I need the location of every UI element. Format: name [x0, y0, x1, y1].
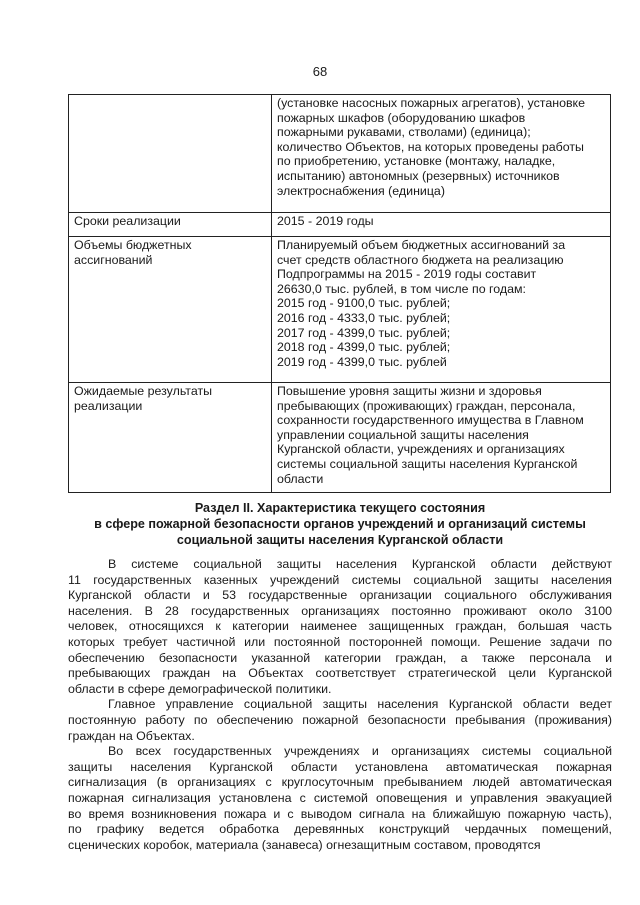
row-value-line: 2017 год - 4399,0 тыс. рублей;: [277, 325, 451, 340]
paragraph-line: пребывающих граждан на Объектах соответствует стратегической цели Курганской: [68, 666, 612, 681]
section-title: [60, 500, 620, 548]
paragraph-line: Главное управление социальной защиты населения Курганской области ведет: [108, 697, 612, 712]
paragraph-line: Во всех государственных учреждениях и организациях системы социальной: [108, 744, 612, 759]
row-value-cell: [272, 95, 611, 213]
row-value-line: 2016 год - 4333,0 тыс. рублей;: [277, 310, 451, 325]
row-value-line: количество Объектов, на которых проведены работы: [277, 139, 584, 154]
row-value-line: Повышение уровня защиты жизни и здоровья: [277, 384, 542, 398]
row-value-cell: [272, 383, 611, 493]
row-value-line: Планируемый объем бюджетных ассигнований за: [277, 238, 566, 252]
row-value-line: 2015 год - 9100,0 тыс. рублей;: [277, 296, 451, 311]
row-value-line: электроснабжения (единица): [277, 183, 445, 198]
section-body: [68, 557, 612, 853]
program-passport-table: [68, 94, 611, 493]
page-number: 68: [312, 64, 328, 79]
table-row: [69, 95, 611, 213]
paragraph-line: защиты населения Курганской области установлена автоматическая пожарная: [68, 759, 612, 774]
section-title-line: в сфере пожарной безопасности органов учреждений и организаций системы: [94, 517, 586, 531]
row-value-line: Подпрограммы на 2015 - 2019 годы составит: [277, 267, 537, 282]
row-label-line: реализации: [74, 398, 143, 413]
row-value-line: 2019 год - 4399,0 тыс. рублей: [277, 354, 447, 369]
paragraph: [68, 697, 612, 744]
row-value-line: по приобретению, установке (монтажу, наладке,: [277, 154, 556, 169]
row-value-line: пожарных шкафов (оборудованию шкафов: [277, 110, 526, 125]
row-value-line: области: [277, 471, 324, 486]
table-row: [69, 237, 611, 383]
row-label-cell: [69, 383, 272, 493]
paragraph-line: постоянную работу по обеспечению пожарной безопасности пребывания (проживания): [68, 712, 612, 727]
paragraph: [68, 744, 612, 853]
paragraph-line: во время возникновения пожара и с выводом сигнала на ближайшую пожарную часть),: [68, 806, 612, 821]
row-label-line: Сроки реализации: [74, 214, 181, 228]
paragraph-line: по графику ведется обработка деревянных конструкций чердачных помещений,: [68, 822, 612, 837]
row-value-line: сохранности государственного имущества в Главном: [277, 413, 584, 428]
row-label-line: ассигнований: [74, 252, 153, 267]
row-value-line: (установке насосных пожарных агрегатов), установке: [277, 96, 585, 110]
row-value-line: 2018 год - 4399,0 тыс. рублей;: [277, 340, 451, 355]
paragraph-line: человек, относящихся к категории наименее защищенных граждан, большая часть: [68, 619, 612, 634]
row-label-line: Объемы бюджетных: [74, 238, 192, 252]
paragraph-line: Курганской области и 53 государственные организации социального обслуживания: [68, 588, 612, 603]
row-value-line: пожарными рукавами, стволами) (единица);: [277, 125, 531, 140]
table-row: [69, 213, 611, 237]
row-value-line: счет средств областного бюджета на реализацию: [277, 252, 564, 267]
row-value-line: 2015 - 2019 годы: [277, 214, 374, 228]
row-value-cell: [272, 213, 611, 237]
row-value-line: испытанию) автономных (резервных) источников: [277, 168, 560, 183]
row-value-line: управлении социальной защиты населения: [277, 427, 529, 442]
row-value-line: системы социальной защиты населения Курганской: [277, 456, 578, 471]
paragraph-line: населения. В 28 государственных организациях постоянно проживают около 3100: [68, 603, 612, 618]
section-title-line: Раздел II. Характеристика текущего состояния: [194, 501, 486, 515]
paragraph-line: сценических коробок, материала (занавеса) огнезащитным составом, проводятся: [68, 837, 541, 852]
paragraph-line: граждан на Объектах.: [68, 728, 195, 743]
row-label-cell: [69, 237, 272, 383]
row-label-line: Ожидаемые результаты: [74, 384, 213, 398]
row-label-cell: [69, 213, 272, 237]
paragraph-line: которых требует частичной или постоянной посторонней помощи. Решение задачи по: [68, 634, 612, 649]
row-label-cell: [69, 95, 272, 213]
paragraph: [68, 557, 612, 697]
paragraph-line: сигнализация (в организациях с круглосуточным пребыванием людей автоматическая: [68, 775, 612, 790]
row-value-line: 26630,0 тыс. рублей, в том числе по годам:: [277, 281, 526, 296]
row-value-line: Курганской области, учреждениях и организациях: [277, 442, 565, 457]
paragraph-line: 11 государственных казенных учреждений системы социальной защиты населения: [68, 572, 612, 587]
section-title-line: социальной защиты населения Курганской области: [176, 533, 504, 547]
row-value-cell: [272, 237, 611, 383]
paragraph-line: области в сфере демографической политики.: [68, 681, 332, 696]
paragraph-line: обеспечению безопасности указанной категории граждан, а также персонала и: [68, 650, 612, 665]
row-value-line: пребывающих (проживающих) граждан, персонала,: [277, 398, 576, 413]
paragraph-line: В системе социальной защиты населения Курганской области действуют: [108, 557, 612, 571]
table-row: [69, 383, 611, 493]
paragraph-line: пожарная сигнализация установлена с системой оповещения и управления эвакуацией: [68, 790, 612, 805]
